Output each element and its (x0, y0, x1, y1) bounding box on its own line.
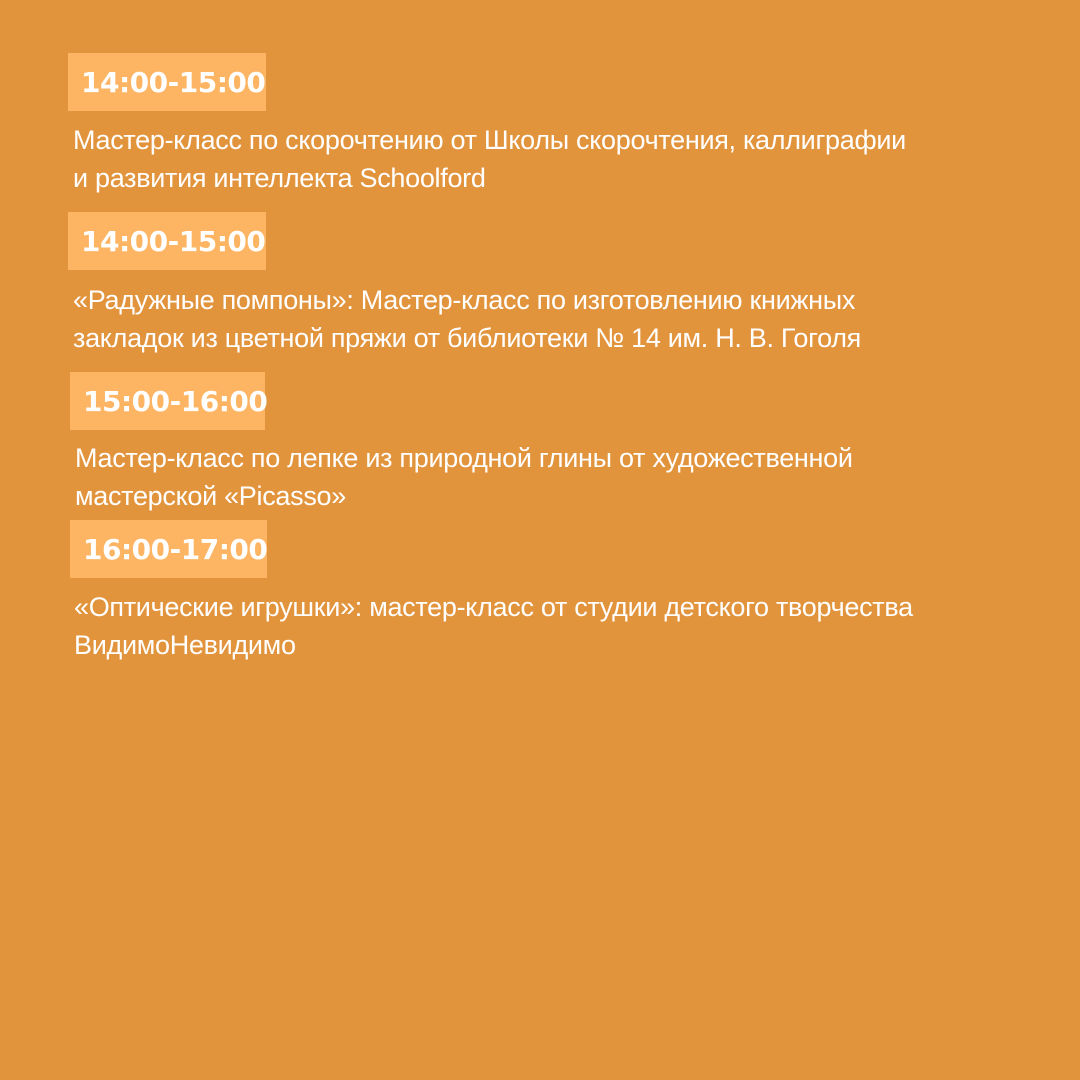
event-description (73, 121, 1033, 197)
event-description-line: ВидимоНевидимо (74, 630, 296, 660)
event-description-line: Мастер-класс по скорочтению от Школы скорочтения, каллиграфии (73, 125, 906, 155)
time-badge: 16:00-17:00 (70, 520, 267, 578)
event-description (75, 439, 1035, 515)
event-description-line: и развития интеллекта Schoolford (73, 163, 486, 193)
event-description-line: мастерской «Picasso» (75, 481, 346, 511)
event-description-line: «Радужные помпоны»: Мастер-класс по изготовлению книжных (73, 285, 856, 315)
time-badge: 14:00-15:00 (68, 53, 266, 111)
time-badge: 15:00-16:00 (70, 372, 265, 430)
time-badge: 14:00-15:00 (68, 212, 266, 270)
event-description-line: закладок из цветной пряжи от библиотеки № 14 им. Н. В. Гоголя (73, 323, 861, 353)
event-description-line: «Оптические игрушки»: мастер-класс от студии детского творчества (74, 592, 913, 622)
event-description (74, 588, 1034, 664)
event-description-line: Мастер-класс по лепке из природной глины от художественной (75, 443, 853, 473)
event-description (73, 281, 1033, 357)
